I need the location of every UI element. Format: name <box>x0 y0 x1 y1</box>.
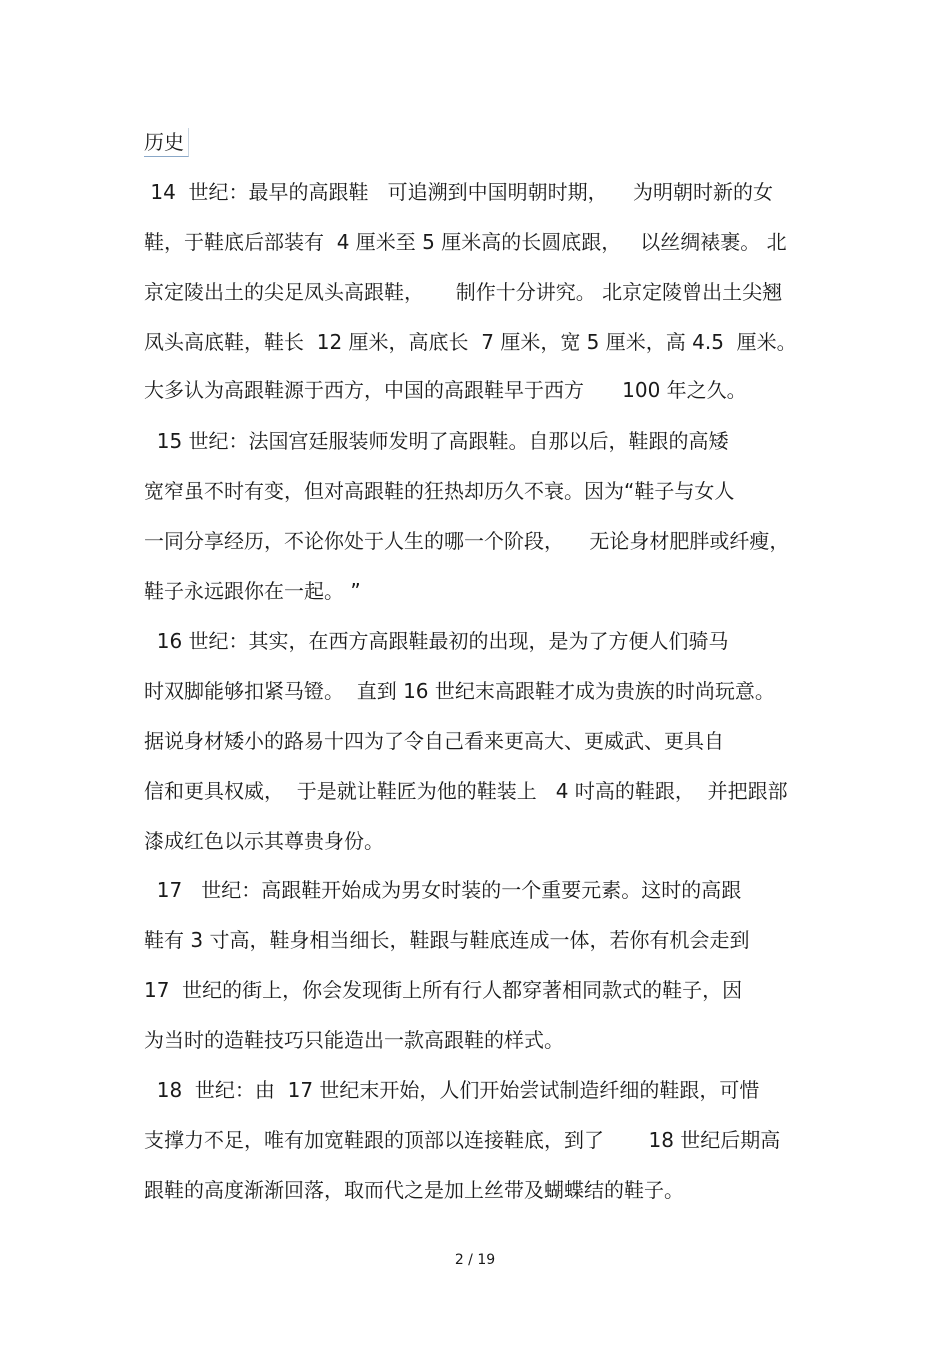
body-line: 宽窄虽不时有变，但对高跟鞋的狂热却历久不衰。因为“鞋子与女人 <box>144 479 735 503</box>
body-line: 京定陵出土的尖足凤头高跟鞋， 制作十分讲究。 北京定陵曾出土尖翘 <box>144 280 783 304</box>
section-title: 历史 <box>144 128 189 157</box>
body-line: 大多认为高跟鞋源于西方，中国的高跟鞋早于西方 100 年之久。 <box>144 378 747 402</box>
body-line: 凤头高底鞋，鞋长 12 厘米，高底长 7 厘米，宽 5 厘米，高 4.5 厘米。 <box>144 330 797 354</box>
body-line: 17 世纪：高跟鞋开始成为男女时装的一个重要元素。这时的高跟 <box>144 878 742 902</box>
body-line: 信和更具权威， 于是就让鞋匠为他的鞋装上 4 吋高的鞋跟， 并把跟部 <box>144 779 788 803</box>
page-number: 2 / 19 <box>454 1252 496 1268</box>
body-line: 鞋有 3 寸高，鞋身相当细长，鞋跟与鞋底连成一体，若你有机会走到 <box>144 928 750 952</box>
body-line: 一同分享经历，不论你处于人生的哪一个阶段， 无论身材肥胖或纤瘦， <box>144 529 790 553</box>
body-line: 为当时的造鞋技巧只能造出一款高跟鞋的样式。 <box>144 1028 564 1052</box>
body-line: 跟鞋的高度渐渐回落，取而代之是加上丝带及蝴蝶结的鞋子。 <box>144 1178 684 1202</box>
body-line: 漆成红色以示其尊贵身份。 <box>144 829 384 853</box>
body-line: 鞋，于鞋底后部装有 4 厘米至 5 厘米高的长圆底跟， 以丝绸裱裹。 北 <box>144 230 787 254</box>
body-line: 17 世纪的街上，你会发现街上所有行人都穿著相同款式的鞋子，因 <box>144 978 743 1002</box>
body-line: 18 世纪：由 17 世纪末开始，人们开始尝试制造纤细的鞋跟，可惜 <box>144 1078 760 1102</box>
body-line: 时双脚能够扣紧马镫。 直到 16 世纪末高跟鞋才成为贵族的时尚玩意。 <box>144 679 775 703</box>
body-line: 16 世纪：其实，在西方高跟鞋最初的出现，是为了方便人们骑马 <box>144 629 729 653</box>
body-line: 支撑力不足，唯有加宽鞋跟的顶部以连接鞋底，到了 18 世纪后期高 <box>144 1128 781 1152</box>
body-line: 鞋子永远跟你在一起。 ” <box>144 579 361 603</box>
body-line: 14 世纪：最早的高跟鞋 可追溯到中国明朝时期， 为明朝时新的女 <box>144 180 774 204</box>
body-line: 15 世纪：法国宫廷服装师发明了高跟鞋。自那以后，鞋跟的高矮 <box>144 429 729 453</box>
body-line: 据说身材矮小的路易十四为了令自己看来更高大、更威武、更具自 <box>144 729 724 753</box>
